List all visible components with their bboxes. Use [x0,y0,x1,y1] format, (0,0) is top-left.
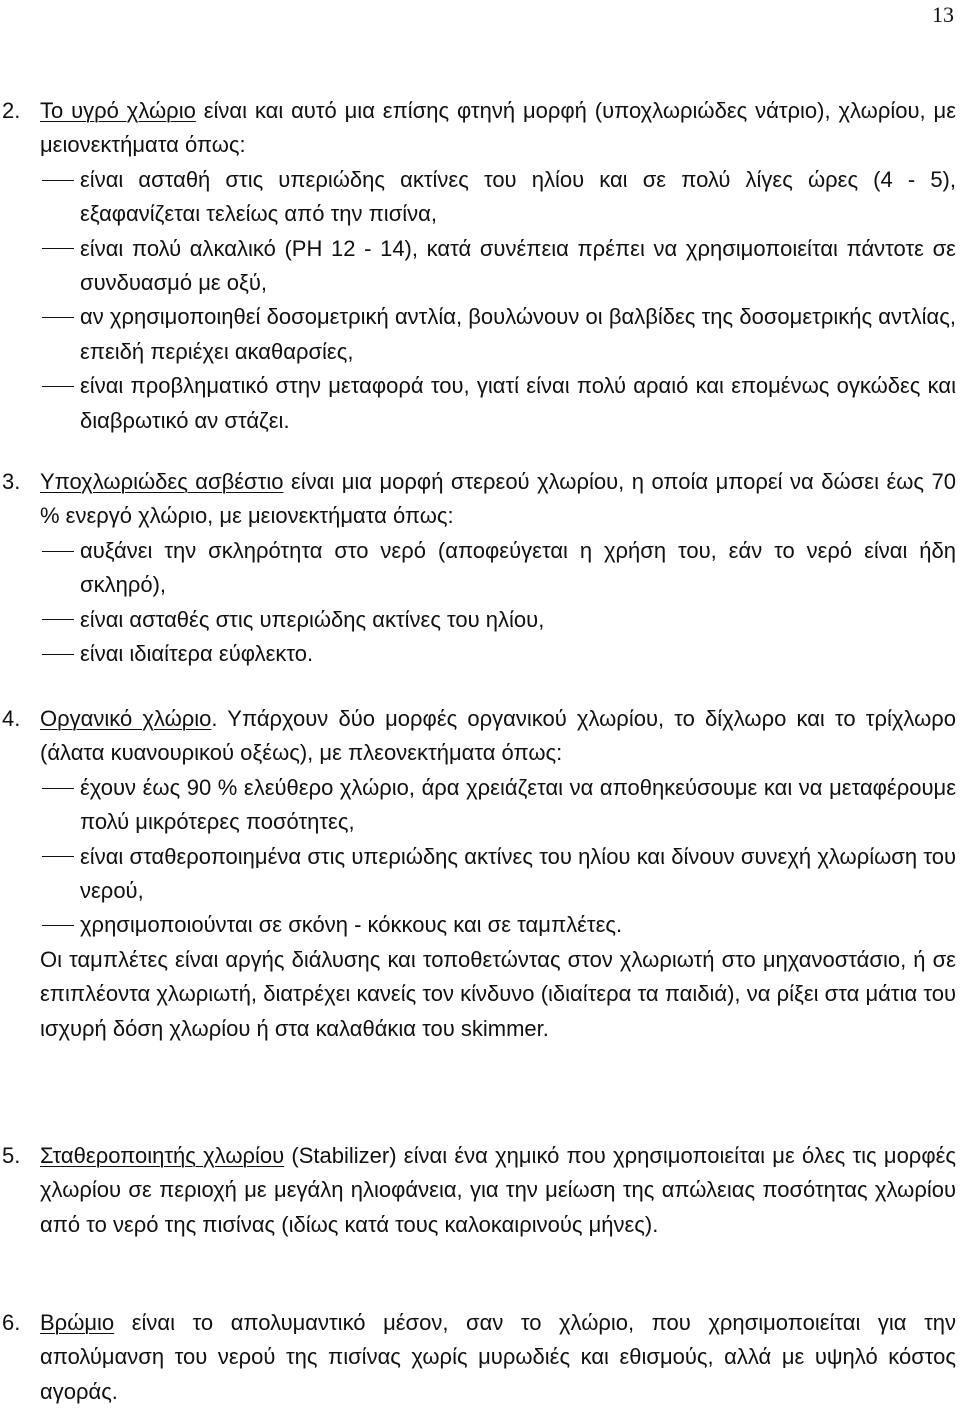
bullet-text: είναι σταθεροποιημένα στις υπεριώδης ακτίνες του ηλίου και δίνουν συνεχή χλωρίωση του νερού, [80,843,956,904]
bullet-text: είναι ιδιαίτερα εύφλεκτο. [80,641,314,667]
section-intro [40,1306,956,1409]
dash-icon [42,300,74,334]
bullet-item [40,534,956,603]
dash-icon [42,908,74,942]
bullet-text: είναι ασταθές στις υπεριώδης ακτίνες του ηλίου, [80,606,545,632]
section-number: 5. [2,1143,21,1168]
dash-icon [42,603,74,637]
bullet-text: χρησιμοποιούνται σε σκόνη - κόκκους και σε ταμπλέτες. [80,912,623,938]
dash-icon [42,771,74,805]
bullet-item [40,771,956,840]
bullet-item [40,300,956,369]
bullet-text: αν χρησιμοποιηθεί δοσομετρική αντλία, βουλώνουν οι βαλβίδες της δοσομετρικής αντλίας, επειδή περιέχει ακαθαρσίες, [80,304,956,364]
bullet-text: είναι προβληματικό στην μεταφορά του, γιατί είναι πολύ αραιό και επομένως ογκώδες και διαβρωτικό αν στάζει. [80,373,956,433]
section-number: 4. [2,706,21,731]
section-title: Το υγρό χλώριο [40,98,196,123]
bullet-text: είναι ασταθή στις υπεριώδης ακτίνες του ηλίου και σε πολύ λίγες ώρες (4 - 5), εξαφανίζεται τελείως από την πισίνα, [80,166,956,227]
bullet-item [40,232,956,301]
section-intro [40,1139,956,1242]
section-calcium-hypochlorite [0,465,960,671]
section-stabilizer [0,1139,960,1242]
section-title: Βρώμιο [40,1310,115,1335]
section-intro-text: είναι και αυτό μια επίσης φτηνή μορφή (υποχλωριώδες νάτριο), χλωρίου, με μειονεκτήματα όπως: [40,98,956,158]
page-number: 13 [932,2,954,27]
section-note: Οι ταμπλέτες είναι αργής διάλυσης και τοποθετώντας στον χλωριωτή στο μηχανοστάσιο, ή σε επιπλέοντα χλωριωτή, διατρέχει κανείς τον κίνδυνο (ιδιαίτερα τα παιδιά), να ρίξει στα μάτια του ισχυρή δόση χλωρίου ή στα καλαθάκια του skimmer. [40,946,956,1041]
section-intro-text: είναι μια μορφή στερεού χλωρίου, η οποία μπορεί να δώσει έως 70 % ενεργό χλώριο, με μειονεκτήματα όπως: [40,469,956,529]
section-bromine [0,1306,960,1409]
section-intro-text: . Υπάρχουν δύο μορφές οργανικού χλωρίου, το δίχλωρο και το τρίχλωρο (άλατα κυανουρικού οξέως), με πλεονεκτήματα όπως: [40,706,956,766]
bullet-text: είναι πολύ αλκαλικό (PH 12 - 14), κατά συνέπεια πρέπει να χρησιμοποιείται πάντοτε σε συνδυασμό με οξύ, [80,235,956,296]
bullet-item [40,163,956,232]
bullet-text: αυξάνει την σκληρότητα στο νερό (αποφεύγεται η χρήση του, εάν το νερό είναι ήδη σκληρό), [80,537,956,598]
bullet-item [40,637,956,671]
dash-icon [42,637,74,671]
section-liquid-chlorine [0,94,960,438]
bullet-text: έχουν έως 90 % ελεύθερο χλώριο, άρα χρειάζεται να αποθηκεύσουμε και να μεταφέρουμε πολύ μικρότερες ποσότητες, [80,774,956,835]
section-organic-chlorine [0,702,960,1046]
bullet-item [40,840,956,909]
dash-icon [42,163,74,197]
bullet-item [40,603,956,637]
section-number: 3. [2,469,21,494]
dash-icon [42,232,74,266]
dash-icon [42,840,74,874]
bullet-item [40,908,956,942]
section-title: Σταθεροποιητής χλωρίου [40,1143,285,1168]
section-intro-text: είναι το απολυμαντικό μέσον, σαν το χλώριο, που χρησιμοποιείται για την απολύμανση του νερού της πισίνας χωρίς μυρωδιές και εθισμούς, αλλά με υψηλό κόστος αγοράς. [40,1310,956,1404]
section-title: Υποχλωριώδες ασβέστιο [40,469,284,494]
bullet-item [40,369,956,438]
section-intro [40,465,956,534]
section-number: 6. [2,1310,21,1335]
dash-icon [42,369,74,403]
section-intro-text: (Stabilizer) είναι ένα χημικό που χρησιμοποιείται με όλες τις μορφές χλωρίου σε περιοχή με μεγάλη ηλιοφάνεια, για την μείωση της απώλειας ποσότητας χλωρίου από το νερό της πισίνας (ιδίως κατά τους καλοκαιρινούς μήνες). [40,1143,956,1237]
section-intro [40,94,956,163]
section-number: 2. [2,98,21,123]
dash-icon [42,534,74,568]
section-title: Οργανικό χλώριο [40,706,212,731]
section-intro [40,702,956,771]
